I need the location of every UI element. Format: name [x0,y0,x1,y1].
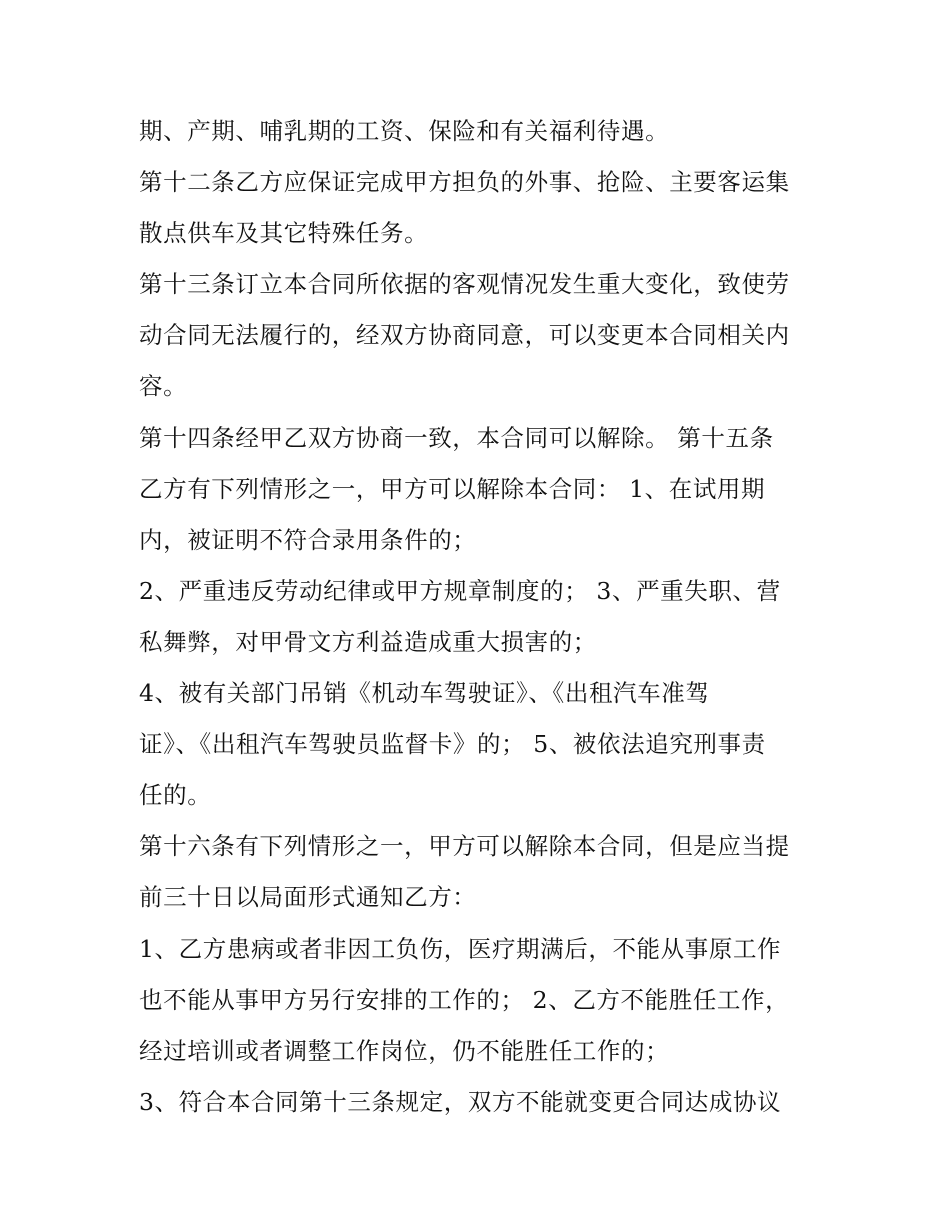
text-line: 第十三条订立本合同所依据的客观情况发生重大变化，致使劳 [139,270,790,299]
text-line: 2、严重违反劳动纪律或甲方规章制度的； 3、严重失职、营 [139,576,781,605]
text-line: 第十六条有下列情形之一，甲方可以解除本合同，但是应当提 [139,832,790,861]
text-line: 也不能从事甲方另行安排的工作的； 2、乙方不能胜任工作， [139,985,790,1014]
text-line: 任的。 [139,781,212,810]
text-line: 内，被证明不符合录用条件的； [139,525,477,554]
document-body [139,106,829,1128]
text-line: 前三十日以局面形式通知乙方： [139,883,477,912]
text-line: 散点供车及其它特殊任务。 [139,219,429,248]
text-line: 1、乙方患病或者非因工负伤，医疗期满后，不能从事原工作 [139,934,782,963]
text-line: 3、符合本合同第十三条规定，双方不能就变更合同达成协议 [139,1087,782,1116]
text-line: 动合同无法履行的，经双方协商同意，可以变更本合同相关内 [139,321,790,350]
text-line: 容。 [139,372,188,401]
text-line: 第十四条经甲乙双方协商一致，本合同可以解除。 第十五条 [139,423,774,452]
text-line: 第十二条乙方应保证完成甲方担负的外事、抢险、主要客运集 [139,168,790,197]
text-line: 乙方有下列情形之一，甲方可以解除本合同： 1、在试用期 [139,474,766,503]
text-line: 证》、《出租汽车驾驶员监督卡》的； 5、被依法追究刑事责 [139,730,766,759]
text-line: 经过培训或者调整工作岗位，仍不能胜任工作的； [139,1036,670,1065]
text-line: 期、产期、哺乳期的工资、保险和有关福利待遇。 [139,117,670,145]
text-line: 4、被有关部门吊销《机动车驾驶证》、《出租汽车准驾 [139,679,710,708]
text-line: 私舞弊，对甲骨文方利益造成重大损害的； [139,627,597,656]
